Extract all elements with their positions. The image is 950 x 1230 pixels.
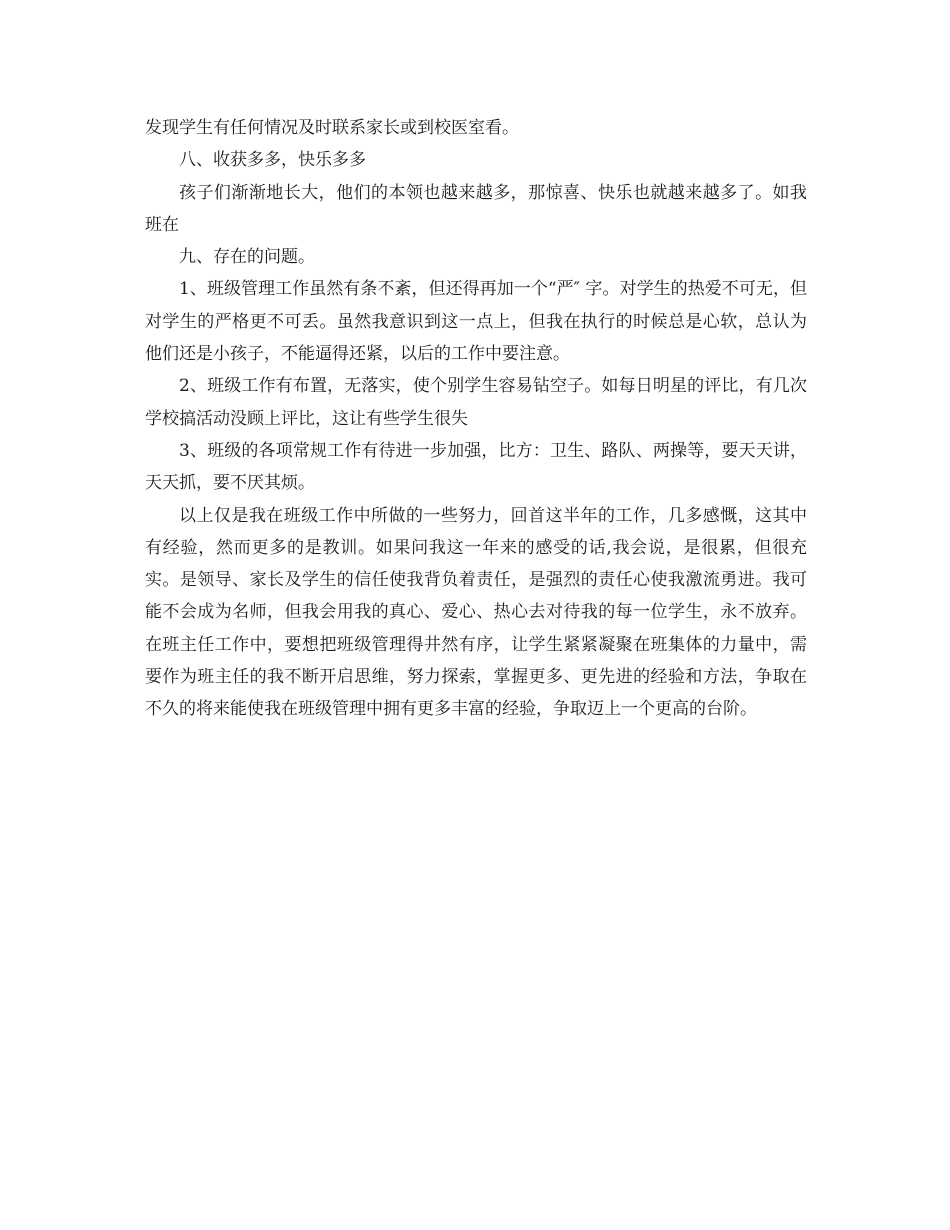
paragraph-item-3: 3、班级的各项常规工作有待进一步加强，比方：卫生、路队、两操等，要天天讲，天天抓，要不厌其烦。 [145,440,807,494]
paragraph-continuation: 发现学生有任何情况及时联系家长或到校医室看。 [145,118,519,138]
paragraph-conclusion: 以上仅是我在班级工作中所做的一些努力，回首这半年的工作，几多感慨，这其中有经验，然而更多的是教训。如果问我这一年来的感受的话,我会说，是很累，但很充实。是领导、家长及学生的信任使我背负着责任，是强烈的责任心使我激流勇进。我可能不会成为名师，但我会用我的真心、爱心、热心去对待我的每一位学生，永不放弃。 在班主任工作中，要想把班级管理得井然有序，让学生紧紧凝聚在班集体的力量中，需要作为班主任的我不断开启思维，努力探索，掌握更多、更先进的经验和方法，争取在不久的将来能使我在班级管理中拥有更多丰富的经验，争取迈上一个更高的台阶。 [145,505,807,720]
paragraph-item-1: 1、班级管理工作虽然有条不紊，但还得再加一个“严″ 字。对学生的热爱不可无，但对学生的严格更不可丢。虽然我意识到这一点上，但我在执行的时候总是心软，总认为他们还是小孩子，不能逼得还紧，以后的工作中要注意。 [145,279,807,365]
paragraph-item-2: 2、班级工作有布置，无落实，使个别学生容易钻空子。如每日明星的评比，有几次学校搞活动没顾上评比，这让有些学生很失 [145,376,807,429]
section-heading-eight: 八、收获多多，快乐多多 [179,150,366,171]
document-body [145,112,807,726]
section-heading-nine: 九、存在的问题。 [179,247,315,268]
paragraph: 孩子们渐渐地长大，他们的本领也越来越多，那惊喜、快乐也就越来越多了。如我班在 [145,182,807,235]
